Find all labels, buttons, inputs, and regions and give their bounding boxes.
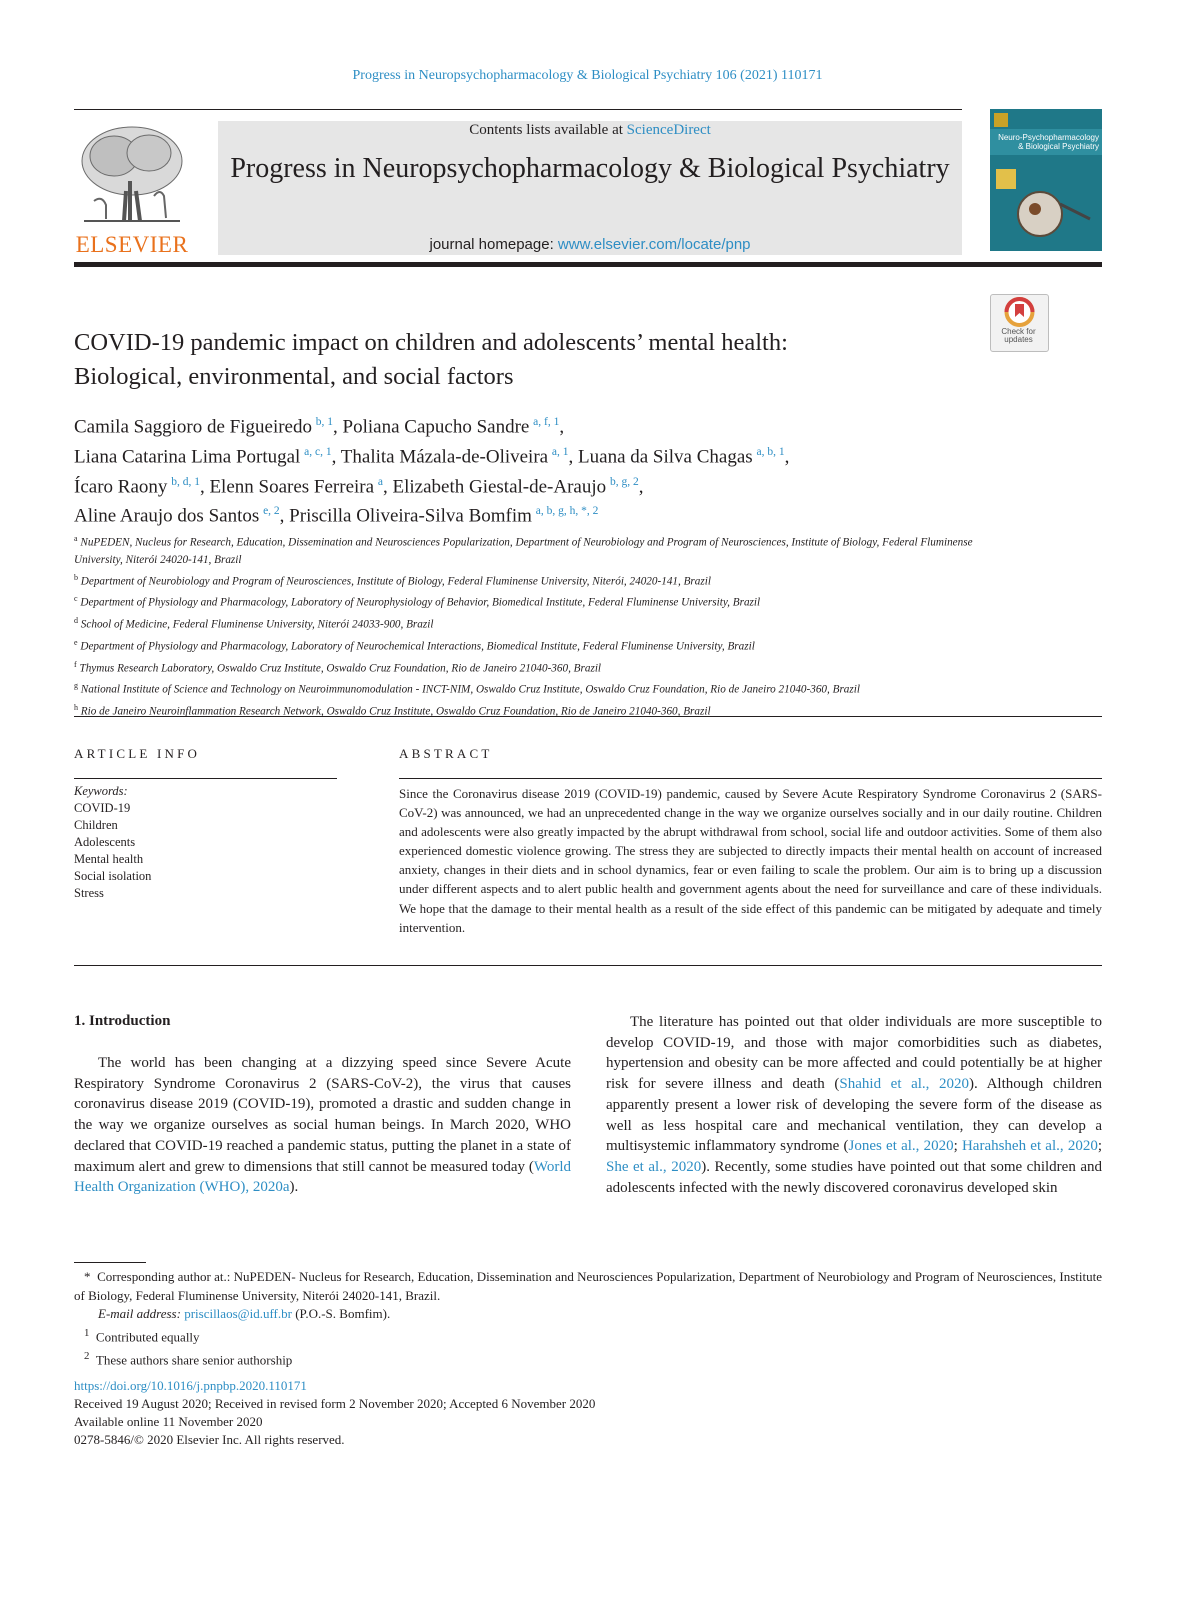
- author-affil-sup[interactable]: a, f, 1: [533, 416, 560, 428]
- journal-homepage-link[interactable]: www.elsevier.com/locate/pnp: [557, 236, 751, 253]
- journal-homepage-line: [218, 236, 962, 253]
- introduction-paragraph-2: The literature has pointed out that older individuals are more susceptible to develop COVID-19, and those with major comorbidities such as diabetes, hypertension and obesity can be more affected and could potentially be at higher risk for severe illness and death (Shahid et al., 2020). Although children apparently present a lower risk of developing the severe form of the disease as well as less hospital care and mechanical ventilation, they can develop a multisystemic inflammatory syndrome (Jones et al., 2020; Harahsheh et al., 2020; She et al., 2020). Recently, some studies have pointed out that some children and adolescents infected with the newly discovered coronavirus developed skin: [606, 1014, 1102, 1196]
- introduction-heading: 1. Introduction: [74, 1013, 171, 1029]
- affiliation-item: $^e$ Department of Physiology and Pharmacology, Laboratory of Neurochemical Interactions, Biomedical Institute, Federal Fluminense University, Brazil: [74, 637, 755, 653]
- abstract-heading: ABSTRACT: [399, 746, 493, 761]
- footnote-1: $^1$ Contributed equally: [84, 1327, 200, 1345]
- elsevier-tree-icon: [74, 121, 190, 231]
- header-thick-rule: [74, 262, 1102, 267]
- doi-link[interactable]: https://doi.org/10.1016/j.pnpbp.2020.110171: [74, 1378, 307, 1393]
- journal-cover-thumbnail[interactable]: [990, 109, 1102, 251]
- article-info-rule: [74, 778, 337, 779]
- publication-info: [74, 1377, 974, 1449]
- abstract-bottom-rule: [74, 965, 1102, 966]
- author-list: [74, 410, 1074, 529]
- affiliation-item: $^c$ Department of Physiology and Pharmacology, Laboratory of Neurophysiology of Behavior, Biomedical Institute, Federal Fluminense University, Brazil: [74, 594, 761, 610]
- affiliation-item: $^g$ National Institute of Science and Technology on Neuroimmunomodulation - INCT-NIM, Oswaldo Cruz Institute, Oswaldo Cruz Foundation, Rio de Janeiro 21040-360, Brazil: [74, 681, 860, 697]
- author-name[interactable]: Priscilla Oliveira-Silva Bomfim: [289, 505, 532, 527]
- citation-link[interactable]: World Health Organization (WHO), 2020a: [74, 1158, 571, 1196]
- author-affil-sup[interactable]: e, 2: [263, 505, 280, 518]
- author-name[interactable]: Camila Saggioro de Figueiredo: [74, 416, 312, 438]
- keywords-block: [74, 783, 337, 902]
- elsevier-wordmark: ELSEVIER: [75, 232, 189, 257]
- affiliation-item: $^f$ Thymus Research Laboratory, Oswaldo Cruz Institute, Oswaldo Cruz Foundation, Rio de Janeiro 21040-360, Brazil: [74, 659, 602, 675]
- journal-banner: [218, 121, 962, 255]
- contents-prefix: Contents lists available at: [469, 122, 627, 138]
- corresponding-author-note: * Corresponding author at.: NuPEDEN- Nucleus for Research, Education, Dissemination and Neurosciences Popularization, Department of Neurobiology and Program of Neurosciences, Institute of Biology, Federal Fluminense University, Niterói 24020-141, Brazil.: [74, 1269, 1102, 1303]
- author-name[interactable]: Liana Catarina Lima Portugal: [74, 446, 301, 468]
- introduction-paragraph-1: The world has been changing at a dizzying speed since Severe Acute Respiratory Syndrome Coronavirus 2 (SARS-CoV-2), the virus that causes coronavirus disease 2019 (COVID-19), promoted a drastic and sudden change in the way we organize ourselves as social human beings. In March 2020, WHO declared that COVID-19 reached a pandemic status, putting the planet in a state of maximum alert and grew to dimensions that still cannot be measured today (World Health Organization (WHO), 2020a).: [74, 1055, 571, 1196]
- homepage-prefix: journal homepage:: [429, 236, 558, 253]
- keywords-label: Keywords:: [74, 784, 128, 798]
- email-line: E-mail address: priscillaos@id.uff.br (P.O.-S. Bomfim).: [98, 1306, 391, 1322]
- journal-title: Progress in Neuropsychopharmacology & Biological Psychiatry: [230, 153, 950, 184]
- author-line-4: Aline Araujo dos Santos $^{e, 2}$, Priscilla Oliveira-Silva Bomfim $^{a, b, g, h, *, 2}$: [74, 505, 599, 527]
- author-name[interactable]: Ícaro Raony: [74, 475, 168, 497]
- author-line-3: Ícaro Raony $^{b, d, 1}$, Elenn Soares Ferreira $^a$, Elizabeth Giestal-de-Araujo $^{b, g, 2}$,: [74, 475, 644, 497]
- author-affil-sup[interactable]: a, 1: [551, 445, 569, 458]
- journal-cover-image: [990, 109, 1102, 251]
- keyword-item: Children: [74, 818, 118, 832]
- cover-title: Neuro-Psychopharmacology & Biological Psychiatry: [998, 133, 1099, 151]
- available-online: Available online 11 November 2020: [74, 1414, 263, 1429]
- author-name[interactable]: Luana da Silva Chagas: [578, 446, 753, 468]
- affiliations: [74, 530, 974, 721]
- abstract-text: Since the Coronavirus disease 2019 (COVID-19) pandemic, caused by Severe Acute Respiratory Syndrome Coronavirus 2 (SARS-CoV-2) was announced, we had an unprecedented change in the way we organize ourselves socially and in our daily routine. Children and adolescents were also greatly impacted by the abrupt withdrawal from school, social life and outdoor activities. Some of them also experienced domestic violence growing. The stress they are subjected to directly impacts their mental health on account of increased anxiety, changes in their diets and in school dynamics, fear or even failing to scale the problem. Our aim is to bring up a discussion under different aspects and to alert public health and government agents about the need for surveillance and care of these individuals. We hope that the damage to their mental health as a result of the side effect of this pandemic can be mitigated by adequate and timely intervention.: [399, 786, 1102, 935]
- keyword-item: Adolescents: [74, 835, 136, 849]
- check-updates-label: Check for updates: [1001, 327, 1036, 344]
- author-name[interactable]: Aline Araujo dos Santos: [74, 505, 260, 527]
- article-title-line-2: Biological, environmental, and social factors: [74, 363, 514, 390]
- author-name[interactable]: Elizabeth Giestal-de-Araujo: [392, 475, 607, 497]
- author-affil-sup[interactable]: a, c, 1: [304, 445, 332, 458]
- author-affil-sup[interactable]: b, d, 1: [171, 475, 200, 488]
- article-title: [74, 326, 974, 394]
- copyright: 0278-5846/© 2020 Elsevier Inc. All rights reserved.: [74, 1432, 345, 1447]
- keyword-item: Mental health: [74, 852, 144, 866]
- author-name[interactable]: Thalita Mázala-de-Oliveira: [340, 446, 549, 468]
- check-updates-icon: [991, 295, 1048, 329]
- journal-citation-header[interactable]: Progress in Neuropsychopharmacology & Biological Psychiatry 106 (2021) 110171: [352, 68, 823, 83]
- contents-available-line: [218, 122, 962, 139]
- affiliation-item: $^h$ Rio de Janeiro Neuroinflammation Research Network, Oswaldo Cruz Institute, Oswaldo Cruz Foundation, Rio de Janeiro 21040-360, Brazil: [74, 703, 711, 718]
- author-affil-sup[interactable]: a, b, g, h, *, 2: [535, 505, 599, 518]
- citation-link[interactable]: She et al., 2020: [606, 1158, 702, 1175]
- citation-link[interactable]: Harahsheh et al., 2020: [961, 1138, 1098, 1155]
- received-dates: Received 19 August 2020; Received in revised form 2 November 2020; Accepted 6 November 2020: [74, 1396, 596, 1411]
- article-title-line-1: COVID-19 pandemic impact on children and adolescents’ mental health:: [74, 329, 788, 356]
- author-name[interactable]: Poliana Capucho Sandre: [342, 416, 530, 438]
- abstract-rule: [399, 778, 1102, 779]
- keyword-item: COVID-19: [74, 801, 131, 815]
- article-info-heading: ARTICLE INFO: [74, 746, 201, 761]
- author-name[interactable]: Elenn Soares Ferreira: [209, 475, 375, 497]
- author-affil-sup[interactable]: a, b, 1: [756, 445, 785, 458]
- email-link[interactable]: priscillaos@id.uff.br: [184, 1306, 292, 1322]
- affiliation-item: $^a$ NuPEDEN, Nucleus for Research, Education, Dissemination and Neurosciences Popularization, Department of Neurobiology and Program of Neurosciences, Institute of Biology, Federal Fluminense University, Niterói 24020-141, Brazil: [74, 534, 973, 566]
- author-affil-sup[interactable]: b, g, 2: [609, 475, 639, 488]
- author-line-1: Camila Saggioro de Figueiredo $^{b, 1}$, Poliana Capucho Sandre $^{a, f, 1}$,: [74, 416, 565, 438]
- author-affil-sup[interactable]: b, 1: [315, 416, 334, 428]
- footnote-rule: [74, 1262, 146, 1263]
- sciencedirect-link[interactable]: ScienceDirect: [626, 122, 711, 138]
- citation-link[interactable]: Jones et al., 2020: [848, 1138, 954, 1155]
- affiliation-item: $^b$ Department of Neurobiology and Program of Neurosciences, Institute of Biology, Federal Fluminense University, Niterói, 24020-141, Brazil: [74, 572, 711, 588]
- header-top-rule: [74, 109, 962, 110]
- affiliations-rule: [74, 716, 1102, 717]
- footnotes: [74, 1268, 1102, 1370]
- keyword-item: Social isolation: [74, 869, 152, 883]
- author-affil-sup[interactable]: a: [377, 475, 383, 488]
- affiliation-item: $^d$ School of Medicine, Federal Fluminense University, Niterói 24033-900, Brazil: [74, 616, 434, 631]
- citation-link[interactable]: Shahid et al., 2020: [839, 1076, 970, 1093]
- author-line-2: Liana Catarina Lima Portugal $^{a, c, 1}$, Thalita Mázala-de-Oliveira $^{a, 1}$, Luana da Silva Chagas $^{a, b, 1}$,: [74, 445, 790, 468]
- keyword-item: Stress: [74, 886, 104, 900]
- footnote-2: $^2$ These authors share senior authorship: [84, 1350, 293, 1368]
